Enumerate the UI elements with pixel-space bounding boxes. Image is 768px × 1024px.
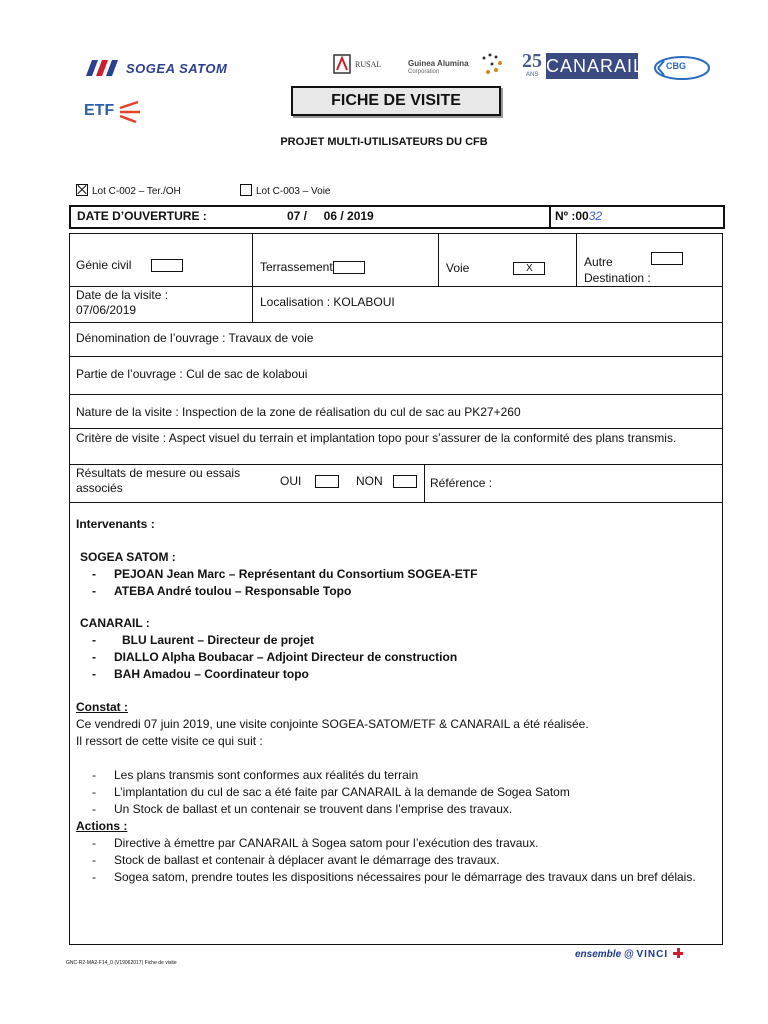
list-item: - ATEBA André toulou – Responsable Topo (76, 583, 696, 600)
canarail-anniversary-label: ANS (526, 72, 539, 78)
rusal-logo (333, 52, 393, 78)
sogea-logo-text: SOGEA SATOM (126, 61, 228, 76)
autre-checkbox[interactable] (651, 252, 683, 265)
autre-label: Autre (584, 255, 613, 269)
etf-rays-icon (118, 98, 148, 126)
list-item: - BAH Amadou – Coordinateur topo (76, 666, 696, 683)
denomination-field: Dénomination de l’ouvrage : Travaux de voie (76, 331, 314, 345)
intervenants-title: Intervenants : (76, 517, 155, 531)
nature-field: Nature de la visite : Inspection de la zone de réalisation du cul de sac au PK27+260 (76, 405, 521, 419)
divider (424, 464, 425, 502)
sogea-mark-icon (82, 58, 122, 78)
lot-c003-option[interactable] (240, 184, 331, 197)
voie-label: Voie (446, 261, 470, 275)
lot-c002-option[interactable] (76, 184, 181, 197)
vinci-tagline: ensemble @ (575, 949, 634, 960)
list-item: - PEJOAN Jean Marc – Représentant du Consortium SOGEA-ETF (76, 566, 696, 583)
visit-date-row (70, 286, 722, 323)
canarail-logo-text: CANARAIL (546, 53, 638, 79)
terrassement-label: Terrassement (260, 260, 333, 274)
document-code: GNC-R2-MA2-F14_0 (V19062017) Fiche de visite (66, 960, 177, 966)
guinea-alumina-text: Guinea Alumina (408, 59, 469, 68)
constat-line-2: Il ressort de cette visite ce qui suit : (76, 734, 263, 748)
list-item: - Les plans transmis sont conformes aux réalités du terrain (76, 767, 706, 784)
list-item: - DIALLO Alpha Boubacar – Adjoint Directeur de construction (76, 649, 696, 666)
terrassement-field (260, 260, 365, 274)
page-title: FICHE DE VISITE (291, 86, 501, 116)
list-item: - BLU Laurent – Directeur de projet (76, 632, 696, 649)
visit-form (69, 233, 723, 945)
critere-row (70, 428, 722, 465)
sogea-satom-list (76, 566, 696, 600)
nature-row (70, 394, 722, 429)
non-checkbox[interactable] (393, 475, 417, 488)
vinci-logo (575, 948, 683, 960)
list-item: - Stock de ballast et contenair à déplacer avant le démarrage des travaux. (76, 852, 706, 869)
divider (252, 286, 253, 322)
localisation-field: Localisation : KOLABOUI (260, 295, 395, 309)
genie-civil-field (76, 258, 183, 272)
guinea-alumina-logo (408, 52, 508, 82)
oui-checkbox[interactable] (315, 475, 339, 488)
canarail-anniversary-number: 25 (522, 50, 542, 72)
constat-title: Constat : (76, 700, 128, 714)
opening-date-value: 07 / 06 / 2019 (287, 209, 374, 223)
visit-date-label: Date de la visite : (76, 288, 169, 302)
date-row-divider (549, 207, 551, 227)
vinci-brand: VINCI (636, 949, 669, 960)
actions-list (76, 835, 706, 886)
critere-field: Critère de visite : Aspect visuel du terrain et implantation topo pour s’assurer de la conformité des plans transmis. (76, 431, 677, 445)
list-item: - L’implantation du cul de sac a été faite par CANARAIL à la demande de Sogea Satom (76, 784, 706, 801)
partie-field: Partie de l’ouvrage : Cul de sac de kolaboui (76, 367, 308, 381)
lot-c003-label: Lot C-003 – Voie (256, 186, 331, 197)
denomination-row (70, 322, 722, 357)
divider (252, 234, 253, 286)
opening-date-label: DATE D’OUVERTURE : (77, 209, 207, 223)
project-subtitle: PROJET MULTI-UTILISATEURS DU CFB (280, 136, 488, 148)
lot-c003-checkbox[interactable] (240, 184, 252, 196)
rusal-mark-icon (333, 54, 351, 74)
visit-date-field (76, 288, 168, 324)
lot-c002-checkbox[interactable] (76, 184, 88, 196)
list-item: - Un Stock de ballast et un contenair se trouvent dans l’emprise des travaux. (76, 801, 706, 818)
constat-line-1: Ce vendredi 07 juin 2019, une visite conjointe SOGEA-SATOM/ETF & CANARAIL a été réalisée. (76, 717, 589, 731)
genie-civil-label: Génie civil (76, 258, 132, 272)
constat-list (76, 767, 706, 818)
rusal-logo-text: RUSAL (355, 60, 382, 69)
canarail-list (76, 632, 696, 683)
form-number-value: 32 (588, 209, 603, 223)
partie-row (70, 356, 722, 395)
cbg-logo (652, 55, 712, 81)
constat-text (76, 716, 706, 750)
divider (576, 234, 577, 286)
sogea-satom-logo (82, 58, 257, 80)
resultats-label: Résultats de mesure ou essais associés (76, 466, 241, 495)
form-number-label: Nº :00 (555, 209, 589, 223)
canarail-logo (522, 50, 645, 84)
list-item: - Directive à émettre par CANARAIL à Sogea satom pour l’exécution des travaux. (76, 835, 706, 852)
list-item: - Sogea satom, prendre toutes les dispositions nécessaires pour le démarrage des travaux dans un bref délais. (76, 869, 706, 886)
vinci-cross-icon (673, 948, 683, 958)
non-label: NON (356, 474, 383, 488)
voie-field (446, 261, 545, 275)
autre-field (584, 252, 683, 286)
work-type-row (70, 234, 722, 287)
oui-label: OUI (280, 474, 302, 488)
destination-label: Destination : (584, 271, 651, 285)
actions-title: Actions : (76, 819, 128, 833)
guinea-alumina-subtext: Corporation (408, 69, 440, 75)
oui-field (280, 474, 339, 488)
lot-c002-label: Lot C-002 – Ter./OH (92, 186, 181, 197)
opening-date-row (69, 205, 725, 229)
reference-field: Référence : (430, 476, 493, 490)
etf-logo (82, 98, 162, 122)
sogea-satom-title: SOGEA SATOM : (80, 550, 176, 564)
voie-checkbox[interactable]: X (513, 262, 545, 275)
terrassement-checkbox[interactable] (333, 261, 365, 274)
visit-date-value: 07/06/2019 (76, 303, 137, 317)
genie-civil-checkbox[interactable] (151, 259, 183, 272)
form-number (555, 209, 602, 223)
guinea-alumina-dots-icon (478, 52, 506, 80)
non-field (356, 474, 417, 488)
divider (438, 234, 439, 286)
canarail-title: CANARAIL : (80, 616, 150, 630)
cbg-logo-text: CBG (666, 61, 686, 71)
etf-logo-text: ETF (84, 102, 115, 119)
resultats-row (70, 464, 722, 503)
